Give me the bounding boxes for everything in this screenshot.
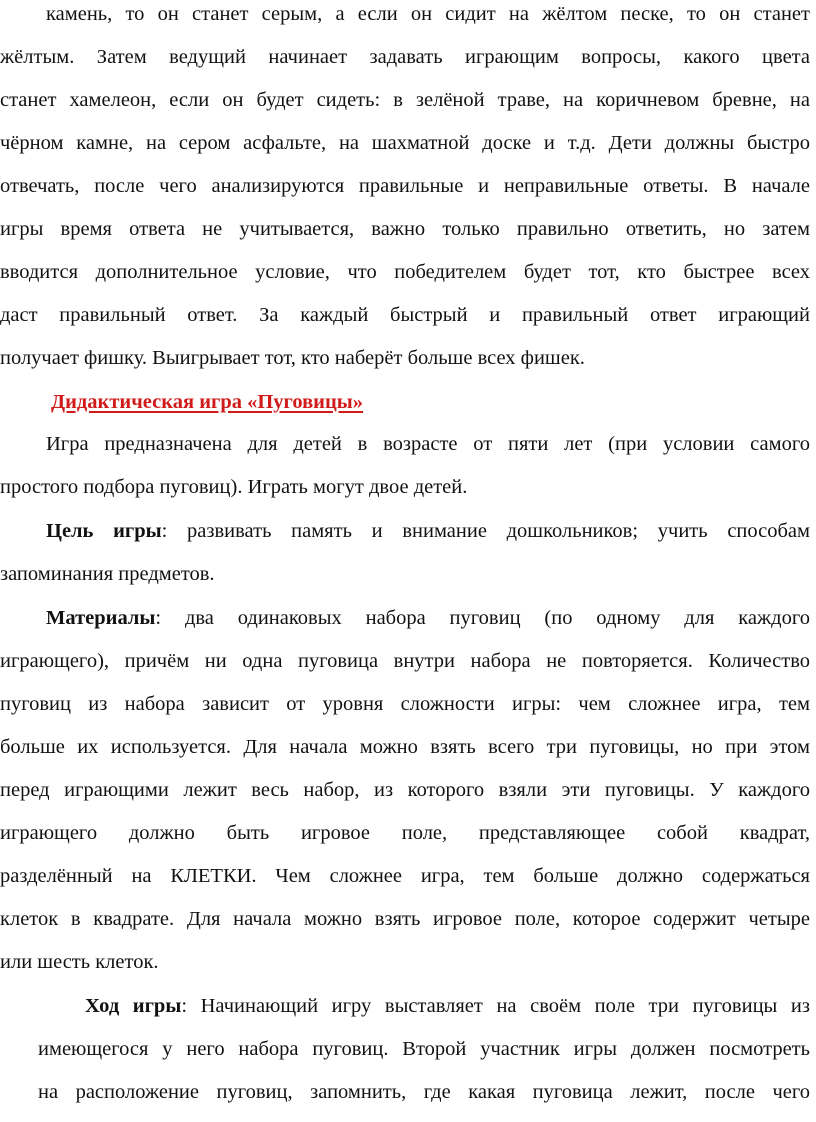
procedure-label: Ход игры [85, 995, 182, 1017]
text-line: разделённый на КЛЕТКИ. Чем сложнее игра, тем больше должно содержаться [0, 865, 810, 887]
text-line: Игра предназначена для детей в возрасте от пяти лет (при условии самого [46, 433, 810, 455]
text-line: станет хамелеон, если он будет сидеть: в зелёной траве, на коричневом бревне, на [0, 89, 810, 111]
text-line: отвечать, после чего анализируются правильные и неправильные ответы. В начале [0, 175, 810, 197]
text-line: клеток в квадрате. Для начала можно взять игровое поле, которое содержит четыре [0, 908, 810, 930]
text-line: простого подбора пуговиц). Играть могут двое детей. [0, 476, 468, 498]
text-line: или шесть клеток. [0, 951, 159, 973]
goal-label: Цель игры [46, 520, 162, 542]
goal-line [46, 510, 810, 553]
text-line: запоминания предметов. [0, 563, 215, 585]
goal-text: : развивать память и внимание дошкольников; учить способам [161, 520, 810, 542]
text-line: жёлтым. Затем ведущий начинает задавать играющим вопросы, какого цвета [0, 46, 810, 68]
text-line: камень, то он станет серым, а если он сидит на жёлтом песке, то он станет [46, 3, 810, 25]
text-line: больше их используется. Для начала можно взять всего три пуговицы, но при этом [0, 736, 810, 758]
text-line: на расположение пуговиц, запомнить, где какая пуговица лежит, после чего [38, 1081, 810, 1103]
text-line: играющего), причём ни одна пуговица внутри набора не повторяется. Количество [0, 650, 810, 672]
section-heading: Дидактическая игра «Пуговицы» [51, 391, 364, 413]
text-line: даст правильный ответ. За каждый быстрый и правильный ответ играющий [0, 304, 810, 326]
text-line: имеющегося у него набора пуговиц. Второй участник игры должен посмотреть [38, 1038, 810, 1060]
procedure-text: : Начинающий игру выставляет на своём поле три пуговицы из [181, 995, 810, 1017]
text-line: пуговиц из набора зависит от уровня сложности игры: чем сложнее игра, тем [0, 693, 810, 715]
materials-label: Материалы [46, 607, 156, 629]
procedure-line [85, 985, 810, 1028]
text-line: получает фишку. Выигрывает тот, кто наберёт больше всех фишек. [0, 347, 585, 369]
materials-line [46, 597, 810, 640]
text-line: игры время ответа не учитывается, важно только правильно ответить, но затем [0, 218, 810, 240]
materials-text: : два одинаковых набора пуговиц (по одному для каждого [155, 607, 810, 629]
text-line: перед играющими лежит весь набор, из которого взяли эти пуговицы. У каждого [0, 779, 810, 801]
text-line: вводится дополнительное условие, что победителем будет тот, кто быстрее всех [0, 261, 810, 283]
text-line: играющего должно быть игровое поле, представляющее собой квадрат, [0, 822, 810, 844]
text-line: чёрном камне, на сером асфальте, на шахматной доске и т.д. Дети должны быстро [0, 132, 810, 154]
